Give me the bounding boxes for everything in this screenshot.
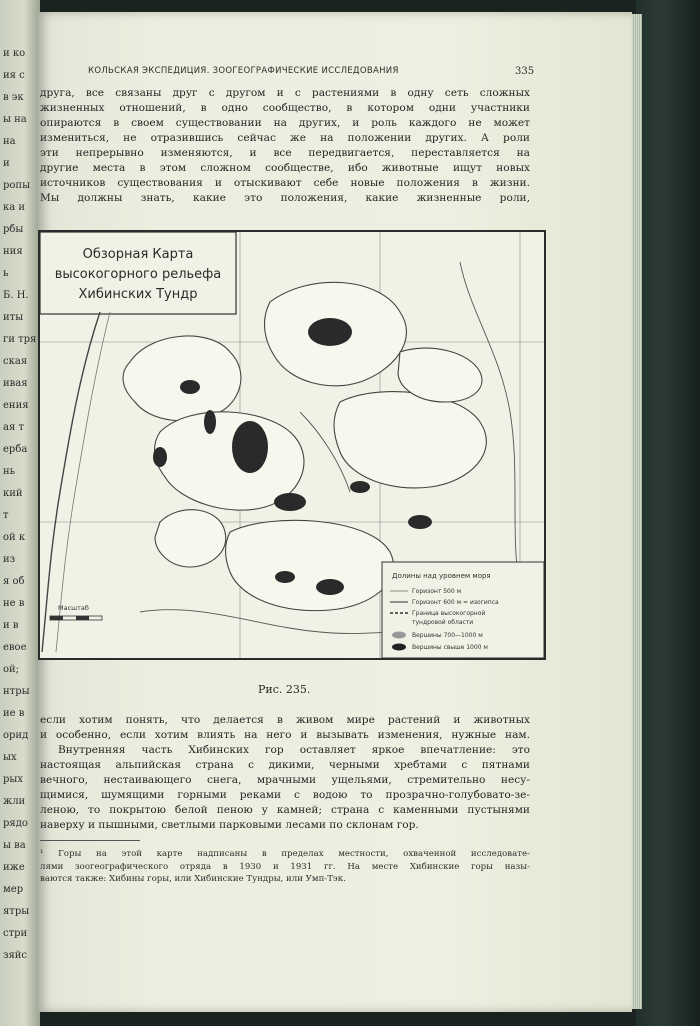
- text-line: и особенно, если хотим влиять на него и вызывать изменения, нужные нам.: [40, 729, 530, 741]
- legend-item: Граница высокогорной: [412, 610, 486, 617]
- footnote: [40, 848, 530, 886]
- left-page-fragment: ги тря: [3, 334, 37, 345]
- page-number: 335: [515, 66, 535, 77]
- legend-item: Горизонт 600 м = изогипса: [412, 599, 499, 606]
- left-page-fragment: ия с: [3, 70, 25, 81]
- legend-item: тундровой области: [412, 619, 474, 626]
- left-page-fragment: ых: [3, 752, 17, 763]
- left-page-fragment: нь: [3, 466, 16, 477]
- left-page-margin: [0, 0, 40, 1026]
- left-page-fragment: и: [3, 158, 10, 169]
- left-page-fragment: ятры: [3, 906, 30, 917]
- text-line: настоящая альпийская страна с дикими, черными хребтами с пятнами: [40, 759, 530, 771]
- legend-swatch: [392, 644, 406, 651]
- left-page-fragment: ерба: [3, 444, 28, 455]
- left-page-fragment: иты: [3, 312, 24, 323]
- left-page-fragment: ая т: [3, 422, 24, 433]
- left-page-fragment: рбы: [3, 224, 24, 235]
- left-page-fragment: ропы: [3, 180, 31, 191]
- text-line: жизненных отношений, в одно сообщество, в котором одни участники: [40, 102, 530, 114]
- left-page-fragment: орид: [3, 730, 29, 741]
- left-page-fragment: на: [3, 136, 16, 147]
- book-cover-edge: [636, 0, 700, 1026]
- text-line: леною, то покрытою белой пеною у камней; страна с каменными пустынями: [40, 804, 530, 816]
- relief-map: [40, 232, 544, 658]
- left-page-fragment: и в: [3, 620, 19, 631]
- text-line: другие места в этом сложном сообществе, ибо животные ищут новых: [40, 162, 530, 174]
- text-line: вечного, нестаивающего снега, мрачными ущельями, стремительно несу-: [40, 774, 530, 786]
- left-page-fragment: не в: [3, 598, 25, 609]
- map-title-line: Обзорная Карта: [82, 247, 194, 262]
- left-page-fragment: иже: [3, 862, 25, 873]
- legend-title: Долины над уровнем моря: [392, 572, 491, 580]
- text-line: друга, все связаны друг с другом и с растениями в одну сеть сложных: [40, 87, 530, 99]
- left-page-fragment: я об: [3, 576, 25, 587]
- text-line: Внутренняя часть Хибинских гор оставляет яркое впечатление: это: [58, 744, 530, 756]
- text-line: Мы должны знать, какие это положения, какие жизненные роли,: [40, 192, 530, 204]
- left-page-fragment: ния: [3, 246, 23, 257]
- left-page-fragment: зяйс: [3, 950, 28, 961]
- left-page-fragment: ения: [3, 400, 29, 411]
- legend-item: Горизонт 500 м: [412, 588, 462, 595]
- text-line: эти непрерывно изменяются, и все передвигается, переставляется на: [40, 147, 530, 159]
- lake-shoreline: [42, 312, 100, 652]
- left-page-fragment: ой;: [3, 664, 20, 675]
- legend-item: Вершины свыше 1000 м: [412, 644, 488, 651]
- left-page-fragment: ие в: [3, 708, 25, 719]
- text-line: измениться, не отразившись сейчас же на положении других. А роли: [40, 132, 530, 144]
- left-page-fragment: ская: [3, 356, 28, 367]
- left-page-fragment: в эк: [3, 92, 24, 103]
- footnote-rule: [40, 840, 140, 841]
- text-line: источников существования и отыскивают себе новые положения в жизни.: [40, 177, 530, 189]
- left-page-fragment: ы ва: [3, 840, 26, 851]
- left-page-fragment: ка и: [3, 202, 26, 213]
- footnote-line: ваются также: Хибины горы, или Хибинские Тундры, или Умп-Тэк.: [40, 874, 346, 884]
- legend-item: Вершины 700—1000 м: [412, 632, 483, 639]
- left-page-fragment: евое: [3, 642, 27, 653]
- left-page-fragment: ой к: [3, 532, 26, 543]
- left-page-fragment: т: [3, 510, 9, 521]
- contour-areas: [123, 282, 486, 610]
- paragraph-bottom: [40, 713, 530, 833]
- footnote-line: ¹ Горы на этой карте надписаны в пределах местности, охваченной исследовате-: [40, 849, 530, 859]
- figure-caption: Рис. 235.: [258, 683, 311, 696]
- text-line: опираются в своем существовании на других, и роль каждого не может: [40, 117, 530, 129]
- left-page-fragment: нтры: [3, 686, 30, 697]
- map-title-line: Хибинских Тундр: [78, 287, 198, 302]
- left-page-fragment: и ко: [3, 48, 26, 59]
- text-line: щимися, шумящими горными реками с водою то прозрачно-голубовато-зе-: [40, 789, 530, 801]
- map-title-line: высокогорного рельефа: [54, 267, 222, 282]
- relief-map-figure: [38, 230, 546, 660]
- left-page-fragment: из: [3, 554, 16, 565]
- scale-label: Масштаб: [58, 604, 89, 612]
- left-page-fragment: кий: [3, 488, 23, 499]
- left-page-fragment: мер: [3, 884, 24, 895]
- legend-swatch: [392, 632, 406, 639]
- footnote-line: лями зоогеографического отряда в 1930 и 1931 гг. На месте Хибинские горы назы-: [40, 861, 530, 872]
- left-page-fragment: жли: [3, 796, 26, 807]
- left-page-fragment: ь: [3, 268, 9, 279]
- left-page-fragment: рых: [3, 774, 23, 785]
- left-page-fragment: стри: [3, 928, 28, 939]
- text-line: наверху и пышными, светлыми парковыми лесами по склонам гор.: [40, 819, 419, 831]
- left-page-fragment: ы на: [3, 114, 27, 125]
- running-head: КОЛЬСКАЯ ЭКСПЕДИЦИЯ. ЗООГЕОГРАФИЧЕСКИЕ ИССЛЕДОВАНИЯ: [88, 66, 399, 76]
- paragraph-top: [40, 86, 530, 206]
- left-page-fragment: Б. Н.: [3, 290, 29, 301]
- left-page-fragment: рядо: [3, 818, 28, 829]
- text-line: если хотим понять, что делается в живом мире растений и животных: [40, 714, 530, 726]
- left-page-fragment: ивая: [3, 378, 28, 389]
